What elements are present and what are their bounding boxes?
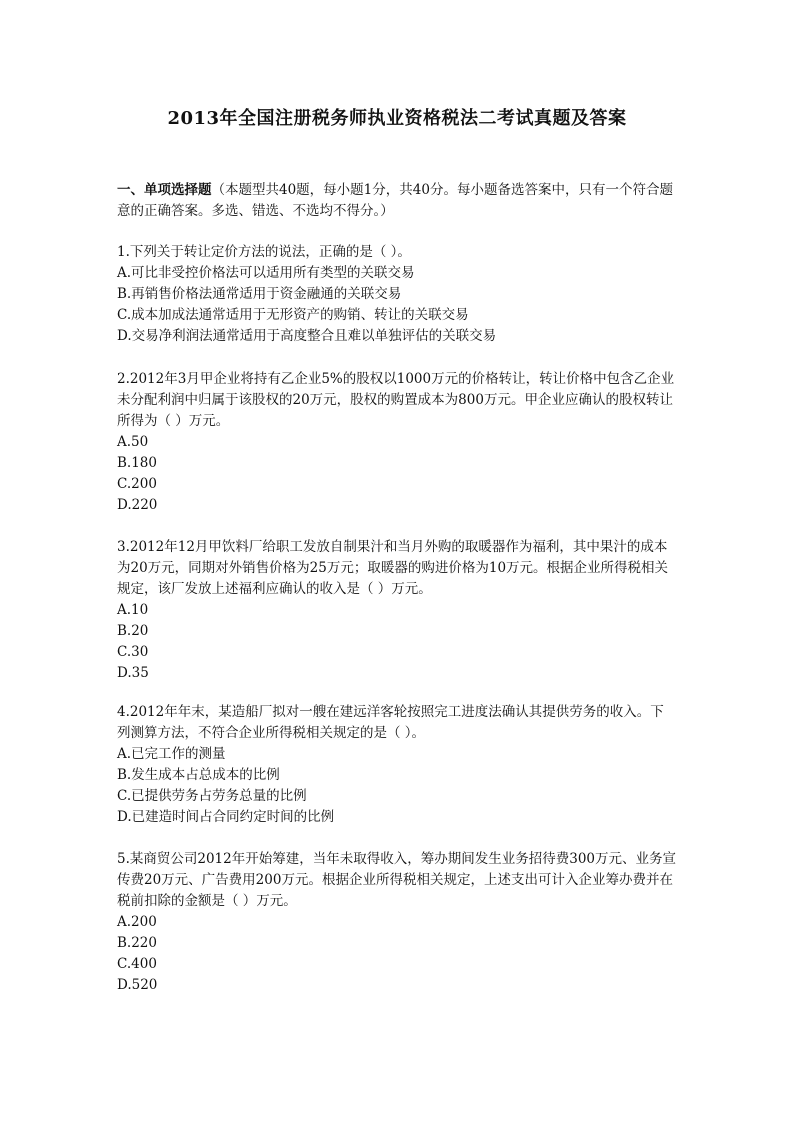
question-stem: 1.下列关于转让定价方法的说法，正确的是（ ）。: [117, 244, 411, 260]
question-5: [117, 849, 677, 996]
option-b: B.再销售价格法通常适用于资金融通的关联交易: [117, 286, 402, 302]
question-4: [117, 702, 677, 828]
question-stem: 5.某商贸公司2012年开始筹建，当年未取得收入，筹办期间发生业务招待费300万元、业务宣传费20万元、广告费用200万元。根据企业所得税相关规定，上述支出可计入企业筹办费并在税前扣除的金额是（ ）万元。: [117, 851, 677, 909]
section-heading: 一、单项选择题: [117, 182, 212, 198]
option-d: D.已建造时间占合同约定时间的比例: [117, 809, 335, 825]
document-title: 2013年全国注册税务师执业资格税法二考试真题及答案: [167, 108, 627, 129]
option-b: B.发生成本占总成本的比例: [117, 767, 280, 783]
option-c: C.400: [117, 956, 157, 972]
option-d: D.35: [117, 665, 149, 681]
option-c: C.200: [117, 476, 157, 492]
option-b: B.180: [117, 455, 157, 471]
question-stem: 4.2012年年末，某造船厂拟对一艘在建远洋客轮按照完工进度法确认其提供劳务的收入。下列测算方法，不符合企业所得税相关规定的是（ ）。: [117, 704, 664, 741]
option-a: A.200: [117, 914, 157, 930]
option-c: C.已提供劳务占劳务总量的比例: [117, 788, 307, 804]
option-b: B.20: [117, 623, 149, 639]
question-1: [117, 242, 677, 347]
section-header: [117, 180, 677, 222]
option-c: C.30: [117, 644, 149, 660]
option-d: D.交易净利润法通常适用于高度整合且难以单独评估的关联交易: [117, 328, 497, 344]
option-d: D.220: [117, 497, 158, 513]
option-a: A.已完工作的测量: [117, 746, 226, 762]
option-d: D.520: [117, 977, 158, 993]
option-a: A.50: [117, 434, 149, 450]
option-a: A.可比非受控价格法可以适用所有类型的关联交易: [117, 265, 415, 281]
option-b: B.220: [117, 935, 157, 951]
option-c: C.成本加成法通常适用于无形资产的购销、转让的关联交易: [117, 307, 469, 323]
question-2: [117, 369, 677, 516]
section-instructions: （本题型共40题，每小题1分，共40分。每小题备选答案中，只有一个符合题意的正确答案。多选、错选、不选均不得分。）: [117, 182, 673, 219]
question-stem: 3.2012年12月甲饮料厂给职工发放自制果汁和当月外购的取暖器作为福利，其中果汁的成本为20万元，同期对外销售价格为25万元；取暖器的购进价格为10万元。根据企业所得税相关规定，该厂发放上述福利应确认的收入是（ ）万元。: [117, 539, 669, 597]
question-3: [117, 537, 677, 684]
question-stem: 2.2012年3月甲企业将持有乙企业5%的股权以1000万元的价格转让，转让价格中包含乙企业未分配利润中归属于该股权的20万元，股权的购置成本为800万元。甲企业应确认的股权转让所得为（ ）万元。: [117, 371, 675, 429]
option-a: A.10: [117, 602, 149, 618]
